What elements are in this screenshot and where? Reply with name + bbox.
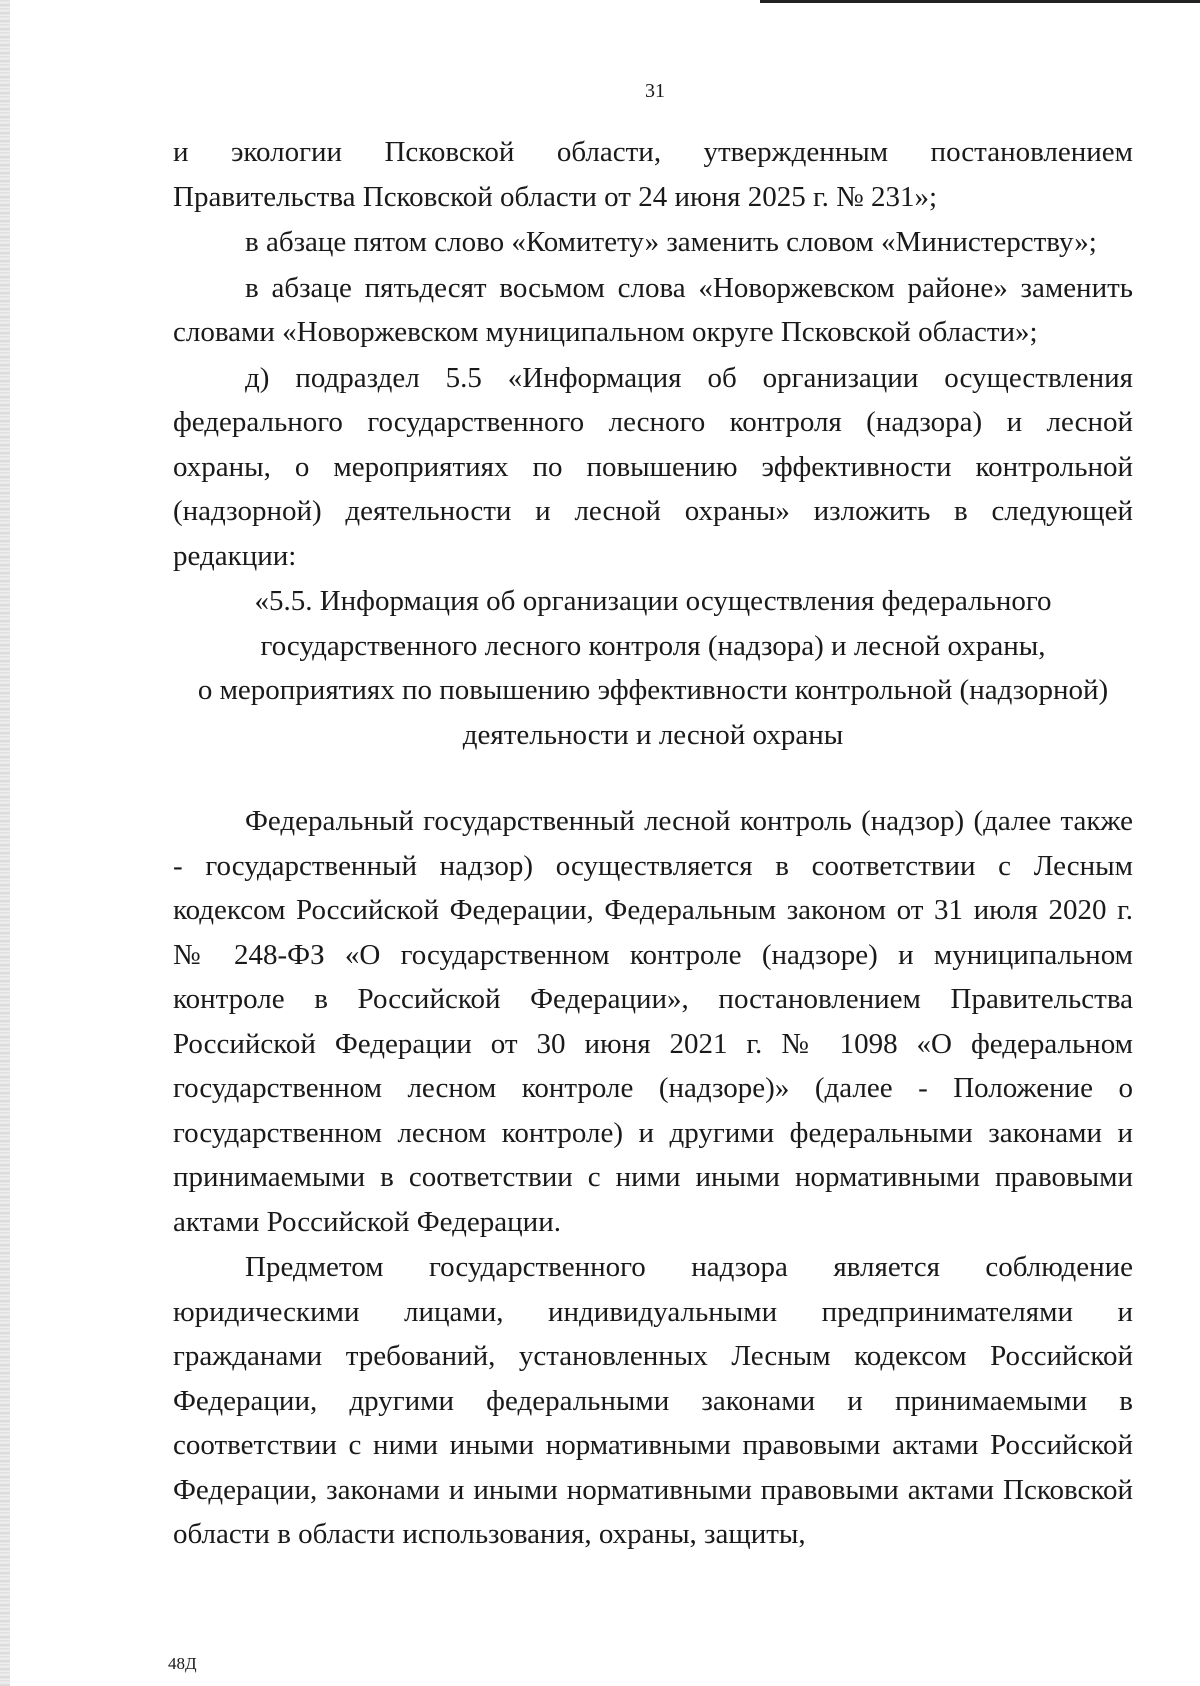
paragraph: в абзаце пятом слово «Комитету» заменить словом «Министерству»; xyxy=(245,226,1097,258)
scan-edge-top xyxy=(760,0,1200,3)
heading-line: о мероприятиях по повышению эффективности контрольной (надзорной) xyxy=(197,674,1109,706)
paragraph: д) подраздел 5.5 «Информация об организации осуществления федерального государственного лесного контроля (надзора) и лесной охраны, о мероприятиях по повышению эффективности контрольной (надзорной) деятельности и лесной охраны» изложить в следующей редакции: xyxy=(173,361,1133,572)
heading-line: деятельности и лесной охраны xyxy=(462,718,844,751)
document-body xyxy=(173,130,1133,1558)
footer-code: 48Д xyxy=(168,1654,197,1673)
paragraph: в абзаце пятьдесят восьмом слова «Новоржевском районе» заменить словами «Новоржевском муниципальном округе Псковской области»; xyxy=(173,271,1133,348)
paragraph: Федеральный государственный лесной контроль (надзор) (далее также - государственный надзор) осуществляется в соответствии с Лесным кодексом Российской Федерации, Федеральным законом от 31 июля 2020 г. № 248-ФЗ «О государственном контроле (надзоре) и муниципальном контроле в Российской Федерации», постановлением Правительства Российской Федерации от 30 июня 2021 г. № 1098 «О федеральном государственном лесном контроле (надзоре)» (далее - Положение о государственном лесном контроле) и другими федеральными законами и принимаемыми в соответствии с ними иными нормативными правовыми актами Российской Федерации. xyxy=(173,805,1133,1238)
section-heading xyxy=(173,579,1133,757)
paragraph: и экологии Псковской области, утвержденным постановлением Правительства Псковской области от 24 июня 2025 г. № 231»; xyxy=(173,136,1133,213)
heading-line: «5.5. Информация об организации осуществления федерального xyxy=(254,585,1052,617)
paragraph: Предметом государственного надзора является соблюдение юридическими лицами, индивидуальными предпринимателями и гражданами требований, установленных Лесным кодексом Российской Федерации, другими федеральными законами и принимаемыми в соответствии с ними иными нормативными правовыми актами Российской Федерации, законами и иными нормативными правовыми актами Псковской области в области использования, охраны, защиты, xyxy=(173,1251,1133,1550)
scan-edge-left xyxy=(0,0,10,1686)
page-number: 31 xyxy=(645,80,665,102)
heading-line: государственного лесного контроля (надзора) и лесной охраны, xyxy=(260,629,1046,662)
spacer xyxy=(173,757,1133,799)
